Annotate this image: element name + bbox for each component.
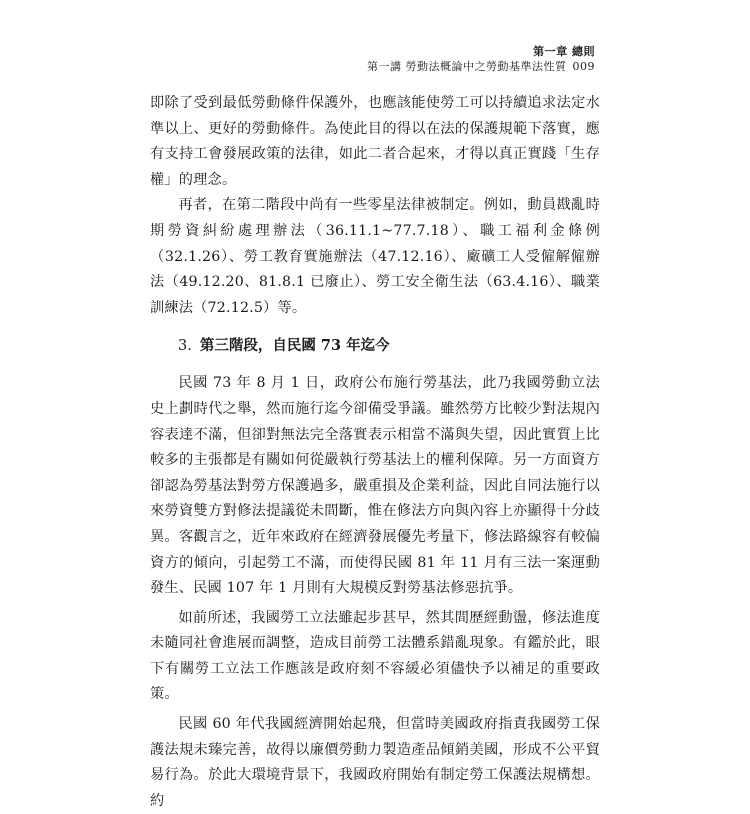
lecture-title: 第一講 勞動法概論中之勞動基準法性質 (367, 60, 567, 73)
section-heading (150, 334, 600, 358)
running-header (367, 44, 595, 74)
paragraph-4: 如前所述，我國勞工立法雖起步甚早，然其間歷經動盪，修法進度未隨同社會進展而調整，造成目前勞工法體系錯亂現象。有鑑於此，眼下有關勞工立法工作應該是政府刻不容緩必須儘快予以補足的重要政策。 (150, 609, 600, 703)
page-number: 009 (572, 60, 595, 73)
paragraph-3: 民國 73 年 8 月 1 日，政府公布施行勞基法，此乃我國勞動立法史上劃時代之舉，然而施行迄今卻備受爭議。雖然勞方比較少對法規內容表達不滿，但卻對無法完全落實表示相當不滿與失望，因此實質上比較多的主張都是有關如何從嚴執行勞基法上的權利保障。另一方面資方卻認為勞基法對勞方保護過多，嚴重損及企業利益，因此自同法施行以來勞資雙方對修法提議從未間斷，惟在修法方向與內容上亦顯得十分歧異。客觀言之，近年來政府在經濟發展優先考量下，修法路線容有較偏資方的傾向，引起勞工不滿，而使得民國 81 年 11 月有三法一案運動發生、民國 107 年 1 月則有大規模反對勞基法修惡抗爭。 (150, 375, 600, 597)
page-body (150, 91, 600, 814)
paragraph-5: 民國 60 年代我國經濟開始起飛，但當時美國政府指責我國勞工保護法規未臻完善，故得以廉價勞動力製造產品傾銷美國，形成不公平貿易行為。於此大環境背景下，我國政府開始有制定勞工保護法規構想。約 (150, 716, 600, 809)
lecture-line (367, 59, 595, 74)
chapter-title: 第一章 總則 (533, 45, 595, 58)
paragraph-1: 即除了受到最低勞動條件保護外，也應該能使勞工可以持續追求法定水準以上、更好的勞動條件。為使此目的得以在法的保護規範下落實，應有支持工會發展政策的法律，如此二者合起來，才得以真正實踐「生存權」的理念。 (150, 95, 600, 188)
paragraph-2: 再者，在第二階段中尚有一些零星法律被制定。例如，動員戡亂時期勞資糾紛處理辦法（36.11.1~77.7.18）、職工福利金條例（32.1.26）、勞工教育實施辦法（47.12.16）、廠礦工人受僱解僱辦法（49.12.20、81.8.1 已廢止）、勞工安全衛生法（63.4.16）、職業訓練法（72.12.5）等。 (150, 197, 600, 316)
section-number: 3. (178, 338, 192, 355)
section-title: 第三階段，自民國 73 年迄今 (199, 337, 390, 355)
